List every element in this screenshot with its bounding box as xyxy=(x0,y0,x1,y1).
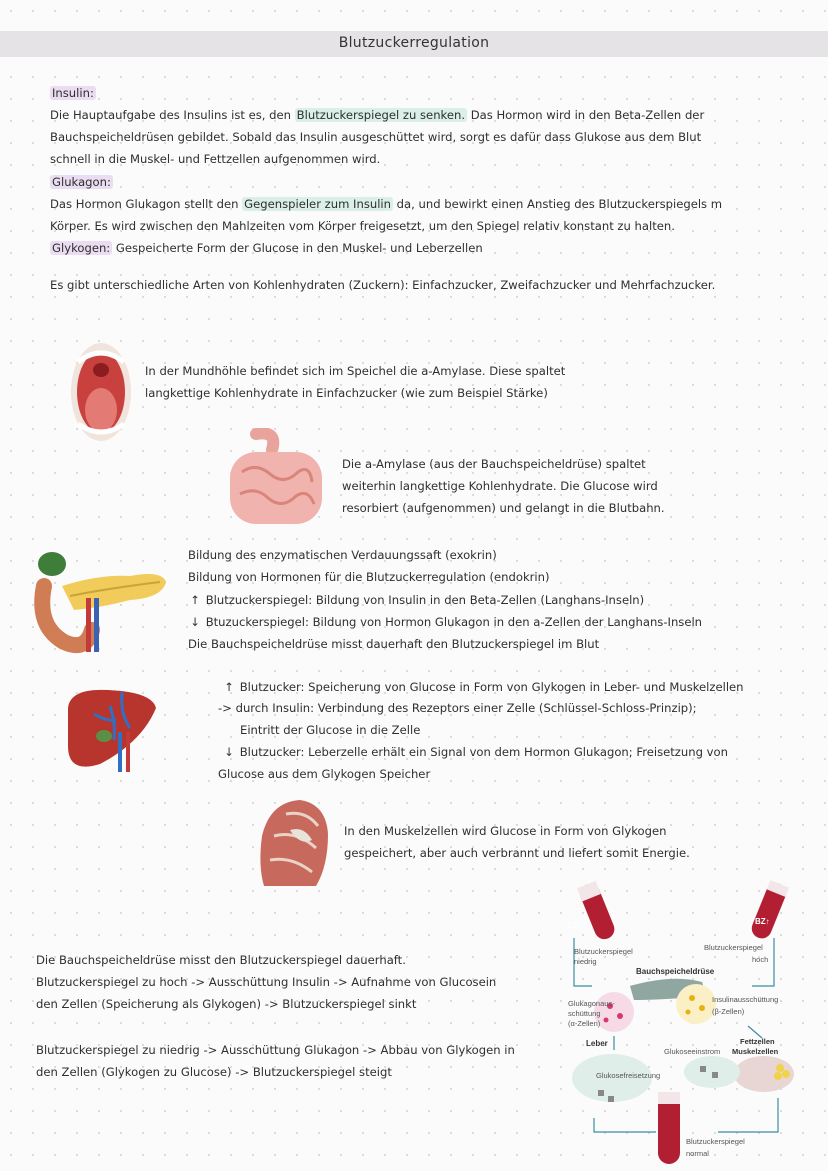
glukagon-heading: Glukagon: xyxy=(52,175,111,189)
insulin-highlight: Blutzuckerspiegel zu senken. xyxy=(296,108,466,122)
pancreas-line-5: Die Bauchspeicheldrüse misst dauerhaft den Blutzuckerspiegel im Blut xyxy=(188,637,600,651)
insulin-label-2: (β-Zellen) xyxy=(712,1007,745,1016)
glukagon-label-3: (α-Zellen) xyxy=(568,1019,601,1028)
intestine-line-3: resorbiert (aufgenommen) und gelangt in die Blutbahn. xyxy=(342,501,665,515)
insulin-line-2: Bauchspeicheldrüsen gebildet. Sobald das Insulin ausgeschüttet wird, sorgt es dafür dass Glukose aus dem Blut xyxy=(50,130,702,144)
glukagon-line-2: Körper. Es wird zwischen den Mahlzeiten vom Körper freigesetzt, um den Spiegel relativ konstant zu halten. xyxy=(50,219,675,233)
summary-line-3: den Zellen (Speicherung als Glykogen) -> Blutzuckerspiegel sinkt xyxy=(36,997,417,1011)
muscle-line-1: In den Muskelzellen wird Glucose in Form von Glykogen xyxy=(344,824,667,838)
glukagon-highlight: Gegenspieler zum Insulin xyxy=(244,197,391,211)
pancreas-line-3: ↑ Blutzuckerspiegel: Bildung von Insulin in den Beta-Zellen (Langhans-Inseln) xyxy=(188,590,644,610)
tube-low xyxy=(577,881,617,942)
glukagon-label-2: schüttung xyxy=(568,1009,601,1018)
liver-line-5: Glucose aus dem Glykogen Speicher xyxy=(218,767,431,781)
summary-line-5: den Zellen (Glykogen zu Glucose) -> Blutzuckerspiegel steigt xyxy=(36,1065,392,1079)
low-label-2: niedrig xyxy=(574,957,597,966)
liver-illustration xyxy=(64,684,160,776)
pancreas-line-1: Bildung des enzymatischen Verdauungssaft (exokrin) xyxy=(188,548,497,562)
high-label-2: hoch xyxy=(752,955,769,964)
freisetzung-label: Glukosefreisetzung xyxy=(596,1071,661,1080)
pancreas-illustration xyxy=(30,546,172,654)
blood-sugar-diagram xyxy=(552,878,828,1168)
high-label-1: Blutzuckerspiegel xyxy=(704,943,763,952)
insulin-heading: Insulin: xyxy=(52,86,94,100)
mouth-line-1: In der Mundhöhle befindet sich im Speichel die a-Amylase. Diese spaltet xyxy=(145,364,566,378)
beta-cell-cluster xyxy=(676,984,716,1024)
insulin-label-1: Insulinausschüttung xyxy=(712,995,779,1004)
liver-line-2: -> durch Insulin: Verbindung des Rezeptors einer Zelle (Schlüssel-Schloss-Prinzip); xyxy=(218,701,697,715)
page-title: Blutzuckerregulation xyxy=(338,35,490,51)
insulin-line-3: schnell in die Muskel- und Fettzellen aufgenommen wird. xyxy=(50,152,381,166)
einstrom-label: Glukoseeinstrom xyxy=(664,1047,721,1056)
diagram-pancreas-label: Bauchspeicheldrüse xyxy=(636,967,715,976)
mouth-line-2: langkettige Kohlenhydrate in Einfachzucker (wie zum Beispiel Stärke) xyxy=(145,386,548,400)
leber-label: Leber xyxy=(586,1039,608,1048)
pancreas-line-2: Bildung von Hormonen für die Blutzuckerregulation (endokrin) xyxy=(188,570,550,584)
liver-line-4: ↓ Blutzucker: Leberzelle erhält ein Signal von dem Hormon Glukagon; Freisetzung von xyxy=(222,742,728,762)
glukagon-label-1: Glukagonaus- xyxy=(568,999,615,1008)
normal-label-2: normal xyxy=(686,1149,709,1158)
intestine-illustration xyxy=(226,428,326,528)
liver-line-3: Eintritt der Glucose in die Zelle xyxy=(240,723,421,737)
arrow-up-icon: ↑ xyxy=(224,680,234,694)
summary-line-1: Die Bauchspeicheldrüse misst den Blutzuckerspiegel dauerhaft. xyxy=(36,953,406,967)
kohlenhydrate-line: Es gibt unterschiedliche Arten von Kohlenhydraten (Zuckern): Einfachzucker, Zweifachzucker und Mehrfachzucker. xyxy=(50,278,716,292)
low-label-1: Blutzuckerspiegel xyxy=(574,947,633,956)
intestine-line-2: weiterhin langkettige Kohlenhydrate. Die Glucose wird xyxy=(342,479,658,493)
pancreas-line-4: ↓ Btuzuckerspiegel: Bildung von Hormon Glukagon in den a-Zellen der Langhans-Inseln xyxy=(188,612,702,632)
muscle-illustration xyxy=(256,796,332,888)
fett-label-2: Muskelzellen xyxy=(732,1047,779,1056)
arrow-down-icon: ↓ xyxy=(224,745,234,759)
muscle-line-2: gespeichert, aber auch verbrannt und liefert somit Energie. xyxy=(344,846,690,860)
tube-high xyxy=(749,880,789,941)
summary-line-2: Blutzuckerspiegel zu hoch -> Ausschüttung Insulin -> Aufnahme von Glucosein xyxy=(36,975,497,989)
insulin-line-1: Die Hauptaufgabe des Insulins ist es, den Blutzuckerspiegel zu senken. Das Hormon wird in den Beta-Zellen der xyxy=(50,108,705,122)
arrow-down-icon: ↓ xyxy=(190,615,200,629)
bz-high-label: BZ↑ xyxy=(755,917,770,926)
arrow-up-icon: ↑ xyxy=(190,593,200,607)
glukagon-line-1: Das Hormon Glukagon stellt den Gegenspieler zum Insulin da, und bewirkt einen Anstieg des Blutzuckerspiegels m xyxy=(50,197,723,211)
bz-low-label: BZ↓ xyxy=(567,921,582,930)
normal-label-1: Blutzuckerspiegel xyxy=(686,1137,745,1146)
glykogen-line: Glykogen: Gespeicherte Form der Glucose in den Muskel- und Leberzellen xyxy=(52,241,483,255)
intestine-line-1: Die a-Amylase (aus der Bauchspeicheldrüse) spaltet xyxy=(342,457,646,471)
fett-label-1: Fettzellen xyxy=(740,1037,775,1046)
summary-line-4: Blutzuckerspiegel zu niedrig -> Ausschüttung Glukagon -> Abbau von Glykogen in xyxy=(36,1043,515,1057)
liver-line-1: ↑ Blutzucker: Speicherung von Glucose in Form von Glykogen in Leber- und Muskelzellen xyxy=(222,677,744,697)
mouth-illustration xyxy=(68,340,134,444)
